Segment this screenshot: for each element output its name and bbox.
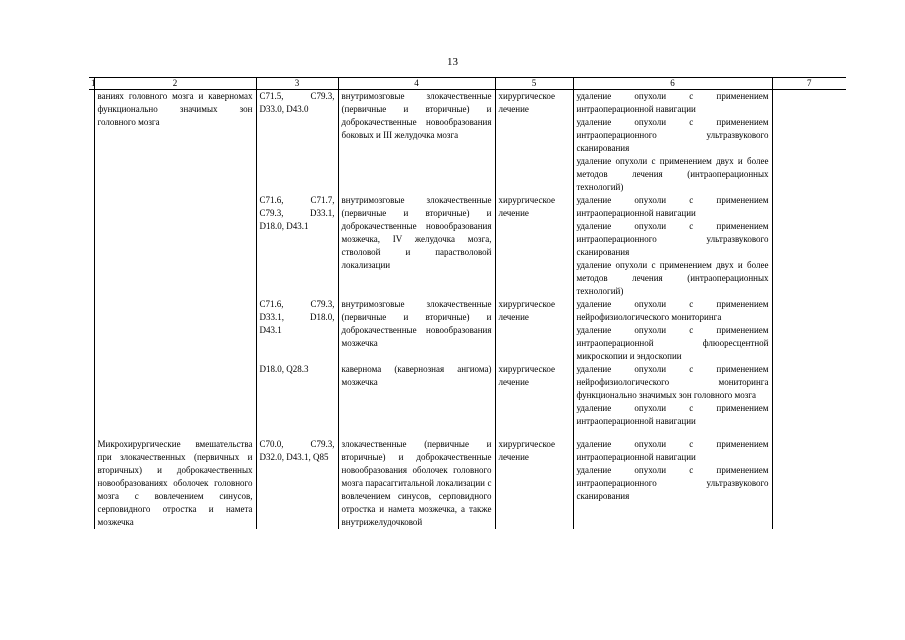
- cell-methods: [573, 90, 772, 195]
- method-item: удаление опухоли с применением интраоперационной навигации: [576, 91, 769, 114]
- method-item: удаление опухоли с применением интраоперационной флюоресцентной микроскопии и эндоскопии: [576, 325, 769, 361]
- cell-icd-codes: C71.6, C71.7, C79.3, D33.1, D18.0, D43.1: [256, 194, 338, 298]
- method-item: удаление опухоли с применением интраоперационного ультразвукового сканирования: [576, 465, 769, 501]
- procedures-table: [89, 77, 846, 529]
- cell-treatment-type: хирургическое лечение: [495, 90, 573, 195]
- column-header-7: 7: [772, 78, 846, 90]
- method-item: удаление опухоли с применением интраоперационного ультразвукового сканирования: [576, 117, 769, 153]
- method-item: удаление опухоли с применением интраоперационного ультразвукового сканирования: [576, 221, 769, 257]
- cell-methods: [573, 363, 772, 428]
- cell-icd-codes: C71.5, C79.3, D33.0, D43.0: [256, 90, 338, 195]
- cell-col7: [772, 298, 846, 363]
- cell-icd-codes: D18.0, Q28.3: [256, 363, 338, 428]
- cell-methods: [573, 194, 772, 298]
- method-item: удаление опухоли с применением двух и более методов лечения (интраоперационных технологий): [576, 260, 769, 296]
- spacer-row: [89, 428, 846, 438]
- cell-col7: [772, 90, 846, 195]
- table-row: [89, 298, 846, 363]
- table-row: [89, 90, 846, 195]
- table-row: [89, 363, 846, 428]
- cell-intervention: ваниях головного мозга и каверномах функционально значимых зон головного мозга: [94, 90, 256, 195]
- cell-intervention: Микрохирургические вмешательства при злокачественных (первичных и вторичных) и доброкачественных новообразованиях оболочек головного мозга с вовлечением синусов, серповидного отростка и намета мозжечка: [94, 438, 256, 529]
- column-header-3: 3: [256, 78, 338, 90]
- column-header-2: 2: [94, 78, 256, 90]
- method-item: удаление опухоли с применением двух и более методов лечения (интраоперационных технологий): [576, 156, 769, 192]
- cell-col7: [772, 363, 846, 428]
- column-header-1: 1: [91, 78, 96, 88]
- cell-col7: [772, 438, 846, 529]
- cell-diagnosis: кавернома (кавернозная ангиома) мозжечка: [338, 363, 495, 428]
- cell-intervention: [94, 363, 256, 428]
- method-item: удаление опухоли с применением нейрофизиологического мониторинга: [576, 299, 769, 322]
- method-item: удаление опухоли с применением интраоперационной навигации: [576, 195, 769, 218]
- column-number-row: [89, 78, 846, 90]
- cell-intervention: [94, 298, 256, 363]
- column-header-5: 5: [495, 78, 573, 90]
- cell-treatment-type: хирургическое лечение: [495, 438, 573, 529]
- column-header-6: 6: [573, 78, 772, 90]
- cell-col7: [772, 194, 846, 298]
- cell-intervention: [94, 194, 256, 298]
- cell-treatment-type: хирургическое лечение: [495, 363, 573, 428]
- cell-methods: [573, 298, 772, 363]
- cell-treatment-type: хирургическое лечение: [495, 298, 573, 363]
- page-number: 13: [447, 56, 458, 68]
- column-header-4: 4: [338, 78, 495, 90]
- method-item: удаление опухоли с применением интраоперационной навигации: [576, 403, 769, 426]
- method-item: удаление опухоли с применением нейрофизиологического мониторинга функционально значимых зон головного мозга: [576, 364, 769, 400]
- cell-diagnosis: злокачественные (первичные и вторичные) и доброкачественные новообразования оболочек головного мозга парасаггитальной локализации с вовлечением синусов, серповидного отростка и намета мозжечка, а также внутрижелудочковой: [338, 438, 495, 529]
- cell-diagnosis: внутримозговые злокачественные (первичные и вторичные) и доброкачественные новообразования боковых и III желудочка мозга: [338, 90, 495, 195]
- table-row: [89, 438, 846, 529]
- cell-methods: [573, 438, 772, 529]
- cell-diagnosis: внутримозговые злокачественные (первичные и вторичные) и доброкачественные новообразования мозжечка, IV желудочка мозга, стволовой и парастволовой локализации: [338, 194, 495, 298]
- method-item: удаление опухоли с применением интраоперационной навигации: [576, 439, 769, 462]
- cell-icd-codes: C70.0, C79.3, D32.0, D43.1, Q85: [256, 438, 338, 529]
- cell-diagnosis: внутримозговые злокачественные (первичные и вторичные) и доброкачественные новообразования мозжечка: [338, 298, 495, 363]
- table-row: [89, 194, 846, 298]
- cell-icd-codes: C71.6, C79.3, D33.1, D18.0, D43.1: [256, 298, 338, 363]
- cell-treatment-type: хирургическое лечение: [495, 194, 573, 298]
